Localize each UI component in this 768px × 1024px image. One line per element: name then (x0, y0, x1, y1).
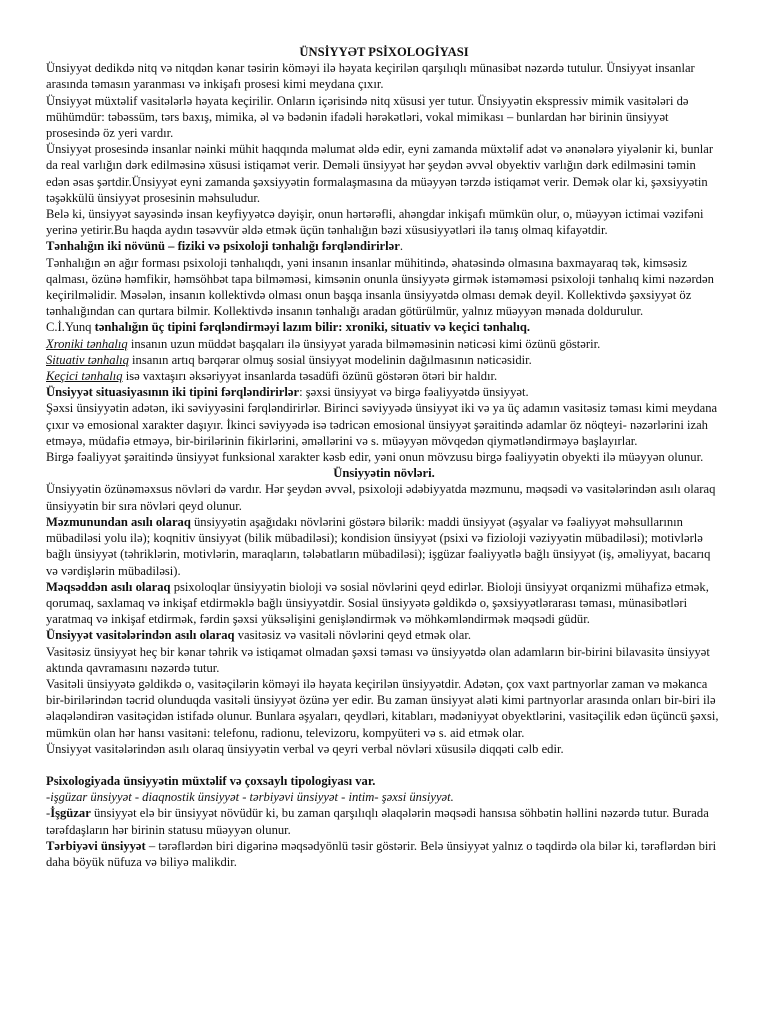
paragraph-chronic: Xroniki tənhalıq insanın uzun müddət başqaları ilə ünsiyyət yarada bilməməsinin nəticəsi kimi özünü göstərir. (46, 336, 601, 351)
paragraph-by-means: Ünsiyyət vasitələrindən asılı olaraq vasitəsiz və vasitəli növlərini qeyd etmək olar. (46, 628, 471, 643)
loneliness-types-heading: Tənhalığın iki növünü – fiziki və psixoloji tənhalığı fərqləndirirlər (46, 239, 400, 254)
situation-types-heading: Ünsiyyət situasiyasının iki tipini fərqləndirirlər (46, 385, 300, 400)
paragraph-means: Ünsiyyət müxtəlif vasitələrlə həyata keçirilir. Onların içərisində nitq xüsusi yer tutur. Ünsiyyətin ekspressiv mimik vasitələri də mühümdür: təbəssüm, tərs baxış, mimika, əl və bədənin ifadəli hərəkətləri, vokal mimikası – bunlardan hər birinin ünsiyyət prosesində öz yeri vardır. (46, 93, 689, 141)
paragraph-loneliness-types: Tənhalığın iki növünü – fiziki və psixoloji tənhalığı fərqləndirirlər. (46, 239, 403, 254)
paragraph-process: Ünsiyyət prosesində insanlar nəinki mühit haqqında məlumat əldə edir, eyni zamanda müxtəlif adət və ənənələrə yiyələnir ki, bunlar da real varlığın dərk edilməsinə xüsusi istiqamət verir. Deməli ünsiyyət hər şeydən əvvəl obyektiv varlığın dərk edilməsini təmin edən əsas şərtdir.Ünsiyyət eyni zamanda şəxsiyyətin formalaşmasına da müəyyən tərzdə istiqamət verir. Demək olar ki, şəxsiyyətin təşəkkülü ünsiyyət prosesinin məhsuludur. (46, 142, 714, 205)
jung-three-types: tənhalığın üç tipini fərqləndirməyi lazım bilir: xroniki, situativ və keçici tənhalıq. (94, 320, 531, 335)
term-transient: Keçici tənhalıq (46, 369, 123, 384)
paragraph-types-intro: Ünsiyyətin özünəməxsus növləri də vardır. Hər şeydən əvvəl, psixoloji ədəbiyyatda məzmunu, məqsədi və vasitələrindən asılı olaraq ünsiyyətin bir sıra növləri qeyd olunur. (46, 482, 716, 513)
paragraph-indirect: Vasitəli ünsiyyətə gəldikdə o, vasitəçilərin köməyi ilə həyata keçirilən ünsiyyətdir. Adətən, çox vaxt partnyorlar zaman və məkanca bir-birilərindən təcrid olunduqda vasitəli ünsiyyət özünə yer edir. Bu zaman ünsiyyət aləti kimi partnyorlar arasında onları bir-biri ilə əlaqələndirən vasitəçidən istifadə olunur. Bunlara əşyaları, qeydləri, kitabları, mədəniyyət obyektlərini, vasitəçilik edən üçüncü şəxsi, mümkün olan hər hansı vasitəni: telefonu, radionu, televizoru, kompyüteri və s. aid etmək olar. (46, 676, 719, 740)
paragraph-joint-activity: Birgə fəaliyyət şəraitində ünsiyyət funksional xarakter kəsb edir, yəni onun mövzusu birgə fəaliyyətin obyekti ilə müəyyən olunur. (46, 450, 704, 465)
paragraph-by-content: Məzmunundan asılı olaraq ünsiyyətin aşağıdakı növlərini göstərə bilərik: maddi ünsiyyət (əşyalar və fəaliyyət məhsullarının mübadiləsi yolu ilə); koqnitiv ünsiyyət (bilik mübadiləsi); kondision ünsiyyət (psixi və fizioloji vəziyyətin mübadiləsi); motivlərlə bağlı ünsiyyət (təhriklərin, motivlərin, maraqların, tələbatların mübadiləsi); işgüzar fəaliyyətlə bağlı ünsiyyət (iş, əməliyyat, bacarıq və vərdişlərin mübadiləsi). (46, 514, 711, 578)
paragraph-business: -İşgüzar ünsiyyət elə bir ünsiyyət növüdür ki, bu zaman qarşılıqlı əlaqələrin məqsədi hansısa söhbətin həllini nəzərdə tutur. Burada tərəfdaşların hər birinin statusu müəyyən olunur. (46, 806, 709, 837)
spacer (46, 757, 722, 773)
paragraph-personal-levels: Şəxsi ünsiyyətin adətən, iki səviyyəsini fərqləndirirlər. Birinci səviyyədə ünsiyyət iki və ya üç adamın vasitəsiz təması kimi meydana çıxır və emosional xarakter daşıyır. İkinci səviyyədə isə tədricən emosional ünsiyyət şəraitində adamlar öz nöqteyi- nəzərlərini izah etməyə, müdafiə etməyə, bir-birilərinin fikirlərini, əməllərini və s. müəyyən mövqedən qiymətləndirməyə başlayırlar. (46, 401, 718, 448)
paragraph-development: Belə ki, ünsiyyət sayəsində insan keyfiyyətcə dəyişir, onun hərtərəfli, ahəngdar inkişafı mümkün olur, o, müəyyən ictimai vəzifəni yerinə yetirir.Bu haqda aydın təsəvvür əldə etmək üçün tənhalığın bəzi xüsusiyyətləri ilə tanış olmaq kifayətdir. (46, 207, 704, 238)
paragraph-situation-types: Ünsiyyət situasiyasının iki tipini fərqləndirirlər: şəxsi ünsiyyət və birgə fəaliyyətdə ünsiyyət. (46, 385, 529, 400)
typology-list: -işgüzar ünsiyyət - diaqnostik ünsiyyət - tərbiyəvi ünsiyyət - intim- şəxsi ünsiyyət. (46, 790, 454, 805)
paragraph-jung: C.İ.Yunq tənhalığın üç tipini fərqləndirməyi lazım bilir: xroniki, situativ və keçici tənhalıq. (46, 320, 531, 335)
paragraph-educational: Tərbiyəvi ünsiyyət – tərəflərdən biri digərinə məqsədyönlü təsir göstərir. Belə ünsiyyət yalnız o təqdirdə ola bilər ki, tərəflərdən biri daha böyük nüfuza və biliyə malikdir. (46, 838, 717, 869)
paragraph-by-purpose: Məqsəddən asılı olaraq psixoloqlar ünsiyyətin bioloji və sosial növlərini qeyd edirlər. Bioloji ünsiyyət orqanizmi mühafizə etmək, qorumaq, saxlamaq və inkişaf etdirməklə bağlı ünsiyyətdir. Sosial ünsiyyətə gəldikdə o, şəxsiyyətlərarası təması, münasibətləri yaratmaq və inkişaf etdirmək, fərdin şəxsi yüksəlişini genişləndirmək və möhkəmləndirmək məqsədi güdür. (46, 579, 709, 627)
page-title: ÜNSİYYƏT PSİXOLOGİYASI (299, 45, 469, 59)
term-situative: Situativ tənhalıq (46, 352, 129, 367)
section-heading-types: Ünsiyyətin növləri. (333, 466, 435, 481)
paragraph-psychological-loneliness: Tənhalığın ən ağır forması psixoloji tənhalıqdı, yəni insanın insanlar mühitində, əhatəsində olmasına baxmayaraq tək, kimsəsiz qalması, özünə həmfikir, həmsöhbət tapa bilməməsi, kimsənin onunla ünsiyyətə girmək istəməməsi psixoloji tənhalıq kimi nəzərdən keçirilməlidir. Məsələn, insanın kollektivdə olması onun başqa insanla ünsiyyətdə olması demək deyil. Kollektivdə şəxsiyyət öz tənhalığından can qurtara bilmir. Kollektivdə insanın tənhalığı aradan götürülmür, yalnız müəyyən mənada doldurulur. (46, 255, 714, 319)
paragraph-transient: Keçici tənhalıq isə vaxtaşırı əksəriyyət insanlarda təsadüfi özünü göstərən ötəri bir haldır. (46, 369, 498, 384)
paragraph-direct: Vasitəsiz ünsiyyət heç bir kənar təhrik və istiqamət olmadan şəxsi təması və ünsiyyətdə olan adamların bir-birini bilavasitə ünsiyyət aktında qavramasını nəzərdə tutur. (46, 644, 710, 675)
paragraph-situative: Situativ tənhalıq insanın artıq bərqərar olmuş sosial ünsiyyət modelinin dağılmasının nəticəsidir. (46, 352, 532, 367)
section-heading-typology: Psixologiyada ünsiyyətin müxtəlif və çoxsaylı tipologiyası var. (46, 773, 376, 788)
paragraph-verbal: Ünsiyyət vasitələrindən asılı olaraq ünsiyyətin verbal və qeyri verbal növləri xüsusilə diqqəti cəlb edir. (46, 741, 564, 756)
paragraph-definition: Ünsiyyət dedikdə nitq və nitqdən kənar təsirin köməyi ilə həyata keçirilən qarşılıqlı münasibət nəzərdə tutulur. Ünsiyyət insanlar arasında təmasın yaranması və inkişafı prosesi kimi meydana çıxır. (46, 61, 695, 92)
term-chronic: Xroniki tənhalıq (46, 336, 128, 351)
